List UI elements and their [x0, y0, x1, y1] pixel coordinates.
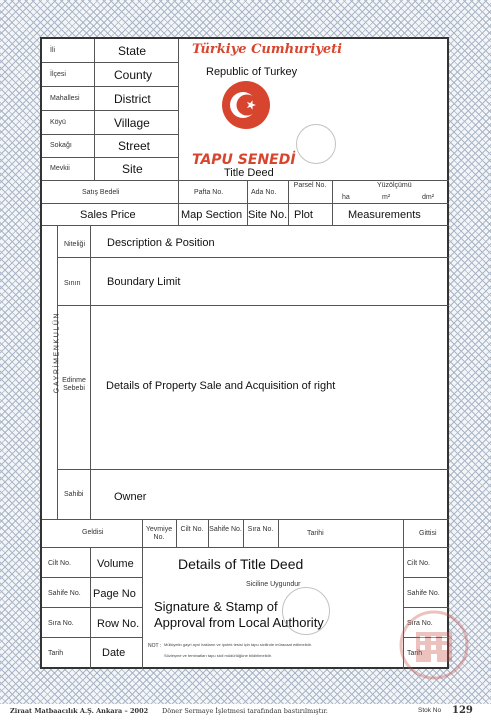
value-county: County	[114, 68, 153, 82]
parsel-no-label: Parsel No.	[293, 182, 327, 189]
right-sira-no-label: Sıra No.	[407, 620, 433, 627]
sira-no-header: Sıra No.	[247, 526, 274, 533]
yevmiye-no-label: Yevmiye No.	[145, 526, 173, 541]
fund-text: Döner Sermaye İşletmesi tarafından bastırılmıştır.	[162, 707, 328, 715]
official-stamp-top	[296, 124, 336, 164]
gittisi-label: Gittisi	[419, 530, 437, 537]
building-watermark-icon	[394, 610, 474, 680]
satis-bedeli-label: Satış Bedeli	[82, 189, 120, 196]
printer-text: Ziraat Matbaacılık A.Ş. Ankara – 2002	[10, 707, 149, 715]
right-cilt-no-label: Cilt No.	[407, 560, 430, 567]
note-label: NOT :	[148, 643, 162, 649]
description-position: Description & Position	[107, 237, 215, 249]
boundary-limit: Boundary Limit	[107, 276, 181, 288]
tarihi-label: Tarihi	[307, 530, 324, 537]
siciline-uygundur-label: Siciline Uygundur	[246, 581, 301, 588]
turkiye-cumhuriyeti-title: Türkiye Cumhuriyeti	[192, 42, 343, 57]
value-village: Village	[114, 116, 150, 130]
tarih-label: Tarih	[48, 650, 64, 657]
details-property-sale: Details of Property Sale and Acquisition of right	[106, 380, 336, 392]
title-deed-label: Title Deed	[224, 167, 274, 179]
signature-line-1: Signature & Stamp of	[154, 599, 278, 614]
tapu-senedi-title: TAPU SENEDİ	[192, 152, 296, 168]
document-footer	[0, 704, 491, 720]
measurements-value: Measurements	[348, 209, 421, 221]
sahibi-label: Sahibi	[64, 491, 84, 498]
label-mevkii: Mevkii	[50, 165, 70, 172]
note-text-1: Mülkiyetin gayri ayni hakların ve ipotek tesisi için tapu sicilinde müracaat edilmelidir.	[164, 642, 312, 647]
stok-no-value: 129	[452, 705, 473, 716]
owner-value: Owner	[114, 491, 147, 503]
yuzolcumu-label: Yüzölçümü	[377, 182, 412, 189]
edinme-sebebi-label: Edinme Sebebi	[62, 377, 86, 392]
site-no-value: Site No.	[248, 209, 288, 221]
label-ili: İli	[50, 47, 56, 54]
page-no-value: Page No	[93, 588, 136, 600]
ha-label: ha	[342, 194, 350, 201]
note-text-2: Sözleşme ve teminatları tapu sicil müdürlüğüne bildirilmelidir.	[164, 653, 272, 658]
official-stamp-bottom	[282, 587, 330, 635]
siniri-label: Sınırı	[64, 280, 81, 287]
niteligi-label: Niteliği	[64, 241, 86, 248]
dm2-label: dm²	[422, 194, 435, 201]
details-of-title-deed: Details of Title Deed	[178, 556, 304, 572]
label-ilcesi: İlçesi	[50, 71, 66, 78]
sahife-no-label: Sahife No.	[48, 590, 81, 597]
date-value: Date	[102, 647, 126, 659]
signature-line-2: Approval from Local Authority	[154, 615, 324, 630]
map-section-value: Map Section	[181, 209, 243, 221]
right-tarih-label: Tarih	[407, 650, 423, 657]
value-district: District	[114, 92, 151, 106]
right-sahife-no-label: Sahife No.	[407, 590, 440, 597]
sahife-no-header: Sahife No.	[209, 526, 242, 533]
plot-value: Plot	[294, 209, 313, 221]
ada-no-label: Ada No.	[251, 189, 277, 196]
sira-no-label: Sıra No.	[48, 620, 74, 627]
label-koyu: Köyü	[50, 119, 66, 126]
cilt-no-label: Cilt No.	[48, 560, 71, 567]
m2-label: m²	[382, 194, 391, 201]
republic-of-turkey: Republic of Turkey	[206, 66, 298, 78]
label-sokagi: Sokağı	[50, 142, 72, 149]
row-no-value: Row No.	[97, 618, 140, 630]
volume-value: Volume	[97, 558, 134, 570]
crescent-star-emblem	[221, 80, 271, 130]
sales-price-value: Sales Price	[80, 209, 136, 221]
title-deed-document	[40, 37, 449, 669]
pafta-no-label: Pafta No.	[194, 189, 224, 196]
stok-no-label: Stok No	[418, 707, 442, 714]
gayrimenkulun-vertical-label: GAYRİMENKULÜN	[53, 311, 61, 394]
value-state: State	[118, 44, 147, 58]
cilt-no-header: Cilt No.	[180, 526, 204, 533]
label-mahallesi: Mahallesi	[50, 95, 80, 102]
value-street: Street	[118, 139, 151, 153]
value-site: Site	[122, 162, 143, 176]
geldisi-label: Geldisi	[82, 529, 104, 536]
